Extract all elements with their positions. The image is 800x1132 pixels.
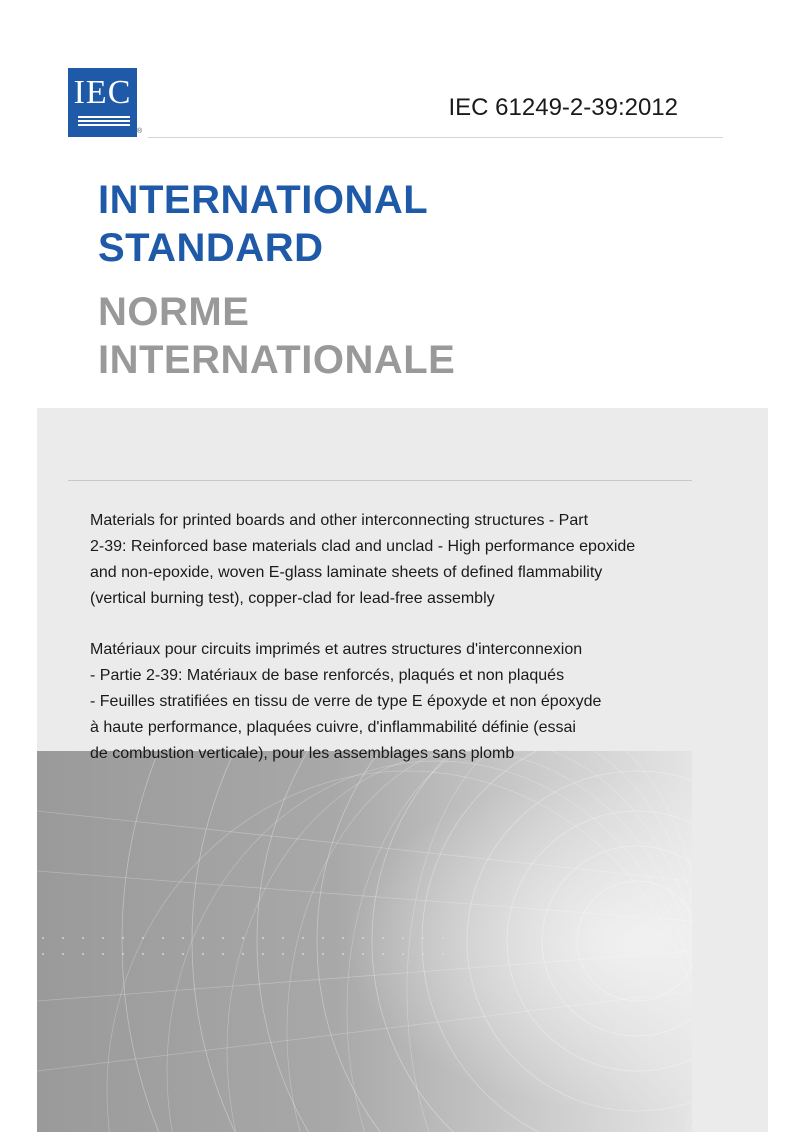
header-divider [148,137,723,138]
decorative-curves-artwork [37,751,692,1132]
title-french-line: INTERNATIONALE [98,338,456,382]
description-english-line: 2-39: Reinforced base materials clad and unclad - High performance epoxide [90,538,636,555]
description-english-line: (vertical burning test), copper-clad for lead-free assembly [90,590,495,607]
title-french-line: NORME [98,290,250,334]
description-french [90,637,690,767]
standard-number: IEC 61249-2-39:2012 [448,94,678,121]
title-english-line: INTERNATIONAL [98,178,429,222]
description-english-line: and non-epoxide, woven E-glass laminate sheets of defined flammability [90,564,603,581]
description-french-line: à haute performance, plaquées cuivre, d'inflammabilité définie (essai [90,719,576,736]
description-french-line: - Feuilles stratifiées en tissu de verre de type E époxyde et non époxyde [90,693,602,710]
description-english-line: Materials for printed boards and other interconnecting structures - Part [90,512,589,529]
title-english [98,176,428,272]
panel-divider [68,480,692,481]
description-french-line: Matériaux pour circuits imprimés et autres structures d'interconnexion [90,641,583,658]
iec-logo-text: IEC [73,74,132,111]
title-french [98,288,455,384]
registered-mark: ® [137,128,143,135]
iec-logo [68,68,137,137]
title-english-line: STANDARD [98,226,324,270]
description-french-line: - Partie 2-39: Matériaux de base renforcés, plaqués et non plaqués [90,667,565,684]
description-english [90,508,690,612]
description-french-line: de combustion verticale), pour les assemblages sans plomb [90,745,515,762]
iec-logo-lines [78,116,130,128]
